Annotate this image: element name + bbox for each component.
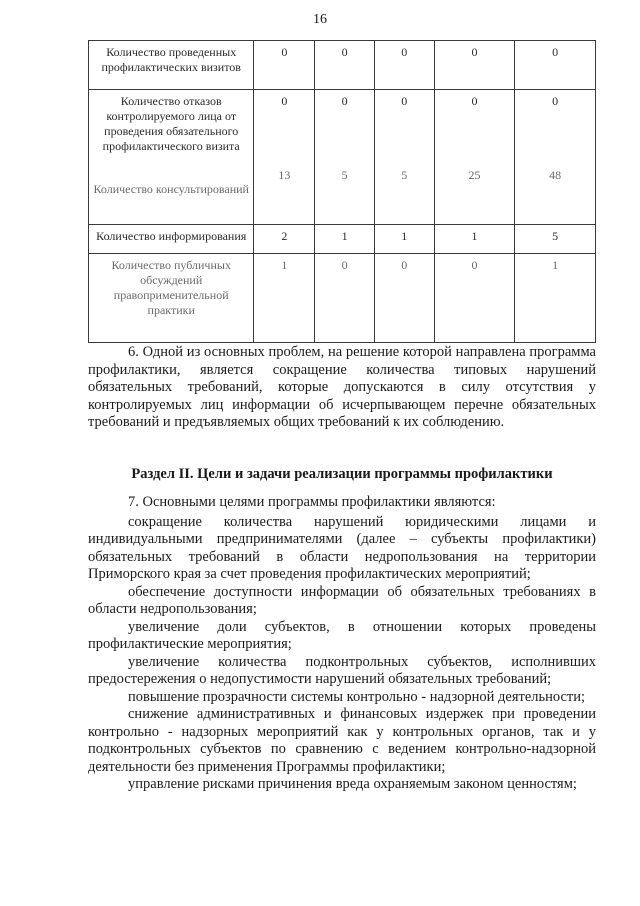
table-row xyxy=(89,41,596,90)
row-label: Количество информирования xyxy=(89,225,254,254)
cell-value: 0 xyxy=(471,94,478,108)
goal-item: увеличение количества подконтрольных субъектов, исполнивших предостережения о недопустимости нарушений обязательных требований; xyxy=(88,653,596,687)
goals-block xyxy=(88,494,596,794)
cell-value: 0 xyxy=(401,94,408,108)
table-row xyxy=(89,90,596,225)
paragraph-6-block xyxy=(88,344,596,432)
paragraph-7-lead: 7. Основными целями программы профилактики являются: xyxy=(128,494,496,510)
cell-value: 48 xyxy=(549,168,562,182)
goal-item: сокращение количества нарушений юридическими лицами и индивидуальными предпринимателями (далее – субъекты профилактики) обязательных требований в области недропользования на территории Приморского края за счет проведения профилактических мероприятий; xyxy=(88,513,596,582)
table-cell: 0 xyxy=(434,41,515,90)
table-cell: 0 xyxy=(434,254,515,343)
cell-value: 0 xyxy=(552,94,559,108)
table-cell xyxy=(315,90,375,225)
table-cell xyxy=(515,90,596,225)
table-cell: 1 xyxy=(434,225,515,254)
table-cell: 1 xyxy=(374,225,434,254)
table-cell xyxy=(374,90,434,225)
cell-value: 13 xyxy=(278,168,291,182)
row-label-text: Количество отказов контролируемого лица от проведения обязательного профилактического визита xyxy=(102,94,240,153)
cell-value: 0 xyxy=(341,94,348,108)
row-label: Количество публичных обсуждений правоприменительной практики xyxy=(89,254,254,343)
row-label: Количество проведенных профилактических визитов xyxy=(89,41,254,90)
table-cell: 5 xyxy=(515,225,596,254)
table-cell: 1 xyxy=(515,254,596,343)
table-row xyxy=(89,254,596,343)
goal-item: увеличение доли субъектов, в отношении которых проведены профилактические мероприятия; xyxy=(88,618,596,652)
paragraph-6: 6. Одной из основных проблем, на решение которой направлена программа профилактики, является сокращение количества типовых нарушений обязательных требований, которые допускаются в силу отсутствия у контролируемых лиц информации об исчерпывающем перечне обязательных требований и предъявляемых общих требований к их соблюдению. xyxy=(88,344,596,430)
table-cell: 0 xyxy=(315,254,375,343)
table-cell: 1 xyxy=(315,225,375,254)
goal-item: обеспечение доступности информации об обязательных требованиях в области недропользования; xyxy=(88,583,596,617)
statistics-table xyxy=(88,40,596,343)
table-cell xyxy=(254,90,315,225)
row-label-text: Количество консультирований xyxy=(93,182,249,196)
table-cell: 0 xyxy=(374,41,434,90)
section-heading: Раздел II. Цели и задачи реализации программы профилактики xyxy=(131,466,553,482)
cell-value: 5 xyxy=(401,168,408,182)
cell-value: 0 xyxy=(281,94,288,108)
table-row xyxy=(89,225,596,254)
table-cell: 0 xyxy=(515,41,596,90)
goal-item: снижение административных и финансовых издержек при проведении контрольно - надзорных мероприятий как у контрольных органов, так и у подконтрольных субъектов по сравнению с ведением контрольно-надзорной деятельности без применения Программы профилактики; xyxy=(88,706,596,775)
table-cell xyxy=(434,90,515,225)
cell-value: 25 xyxy=(468,168,481,182)
table-cell: 1 xyxy=(254,254,315,343)
goal-item: управление рисками причинения вреда охраняемым законом ценностям; xyxy=(128,776,577,792)
row-label xyxy=(89,90,254,225)
cell-value: 5 xyxy=(341,168,348,182)
table-cell: 0 xyxy=(254,41,315,90)
table-cell: 2 xyxy=(254,225,315,254)
page-number: 16 xyxy=(313,12,327,27)
table-cell: 0 xyxy=(315,41,375,90)
goal-item: повышение прозрачности системы контрольно - надзорной деятельности; xyxy=(128,688,586,705)
table-cell: 0 xyxy=(374,254,434,343)
